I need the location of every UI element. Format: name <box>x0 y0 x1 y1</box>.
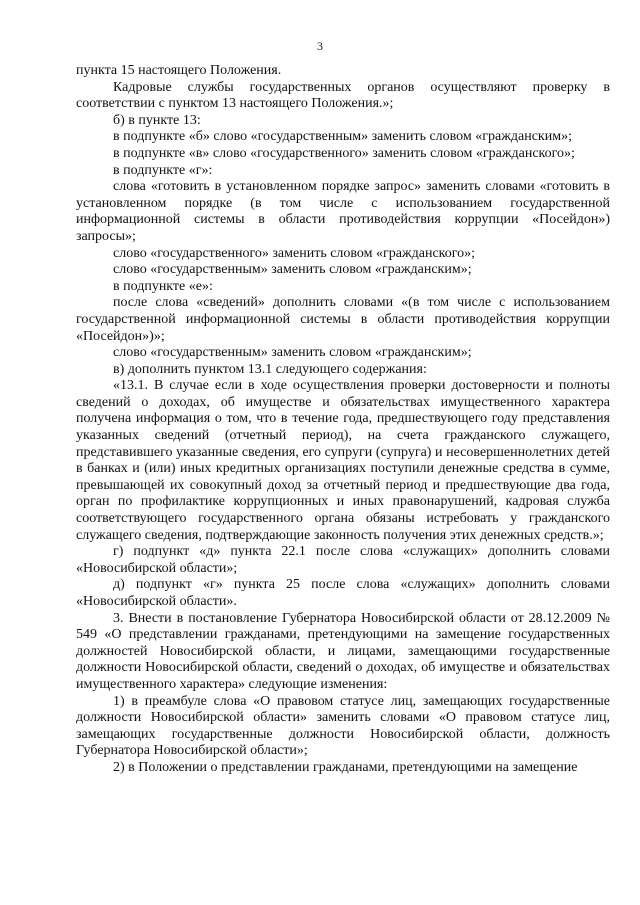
paragraph: пункта 15 настоящего Положения. <box>76 63 282 78</box>
paragraph: Кадровые службы государственных органов осуществляют проверку в соответствии с пунктом 13 настоящего Положения.»; <box>76 79 610 112</box>
paragraph: слово «государственным» заменить словом «гражданским»; <box>113 262 472 278</box>
paragraph: 1) в преамбуле слова «О правовом статусе лиц, замещающих государственные должности Новосибирской области» заменить словами «О правовом статусе лиц, замещающих государственные должности Новосибирской области, должность Губернатора Новосибирской области»; <box>76 693 610 759</box>
paragraph: «13.1. В случае если в ходе осуществления проверки достоверности и полноты сведений о доходах, об имуществе и обязательствах имущественного характера получена информация о том, что в течение года, предшествующего году представления указанных сведений (отчетный период), на счета гражданского служащего, представившего указанные сведения, его супруги (супруга) и несовершеннолетних детей в банках и (или) иных кредитных организациях поступили денежные средства в сумме, превышающей их совокупный доход за отчетный период и предшествующие два года, орган по профилактике коррупционных и иных правонарушений, кадровая служба соответствующего государственного органа обязаны истребовать у гражданского служащего сведения, подтверждающие законность получения этих денежных средств.»; <box>76 378 610 543</box>
paragraph: г) подпункт «д» пункта 22.1 после слова «служащих» дополнить словами «Новосибирской области»; <box>76 544 610 576</box>
paragraph: в подпункте «е»: <box>113 278 213 294</box>
paragraph: слова «готовить в установленном порядке запрос» заменить словами «готовить в установленном порядке (в том числе с использованием государственной информационной системы в области противодействия коррупции «Посейдон») запросы»; <box>76 179 610 244</box>
paragraph: слово «государственным» заменить словом «гражданским»; <box>113 345 472 361</box>
paragraph: д) подпункт «г» пункта 25 после слова «служащих» дополнить словами «Новосибирской области». <box>76 577 610 609</box>
paragraph: 2) в Положении о представлении гражданами, претендующими на замещение <box>113 759 578 775</box>
paragraph: в подпункте «б» слово «государственным» заменить словом «гражданским»; <box>113 129 572 145</box>
paragraph: 3. Внести в постановление Губернатора Новосибирской области от 28.12.2009 № 549 «О представлении гражданами, претендующими на замещение государственных должностей Новосибирской области, и лицами, замещающими государственные должности Новосибирской области, сведений о доходах, об имуществе и обязательствах имущественного характера» следующие изменения: <box>76 610 610 692</box>
document-body <box>76 63 610 777</box>
paragraph: слово «государственного» заменить словом «гражданского»; <box>113 245 476 261</box>
paragraph: в подпункте «в» слово «государственного» заменить словом «гражданского»; <box>113 145 575 161</box>
page-number: 3 <box>317 39 323 53</box>
paragraph: в) дополнить пунктом 13.1 следующего содержания: <box>113 361 427 377</box>
paragraph: б) в пункте 13: <box>113 112 201 128</box>
paragraph: после слова «сведений» дополнить словами «(в том числе с использованием государственной информационной системы в области противодействия коррупции «Посейдон»)»; <box>76 295 610 344</box>
paragraph: в подпункте «г»: <box>113 162 213 178</box>
